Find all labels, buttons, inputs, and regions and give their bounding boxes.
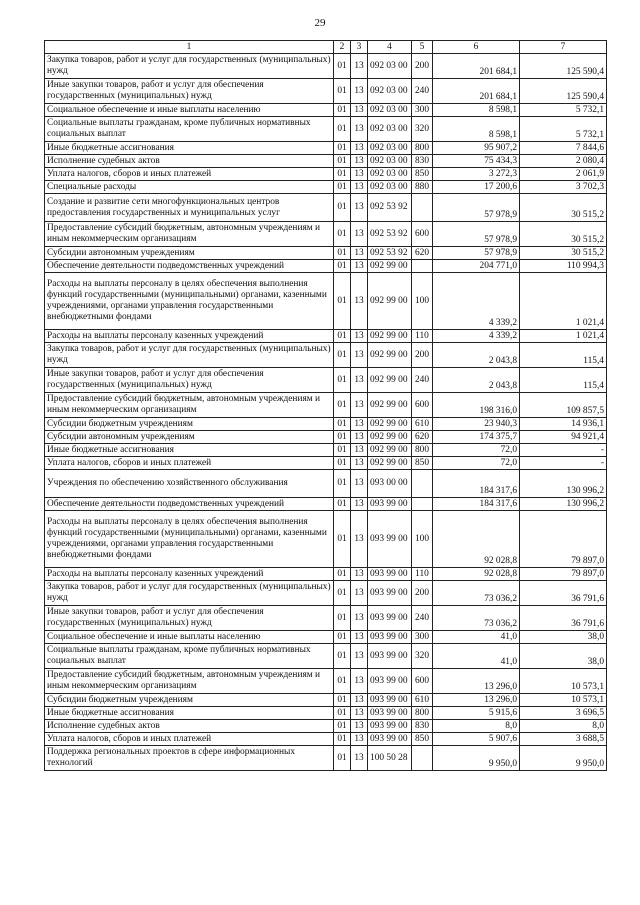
row-expense-type-cell: 110 (412, 330, 433, 343)
row-subsection-cell: 13 (351, 444, 368, 457)
table-row (45, 720, 607, 733)
row-section-cell: 01 (334, 79, 351, 104)
row-expense-type-cell: 600 (412, 669, 433, 694)
row-name-cell: Исполнение судебных актов (45, 720, 334, 733)
row-expense-type-cell (412, 498, 433, 511)
table-row (45, 104, 607, 117)
row-expense-type-cell: 200 (412, 581, 433, 606)
row-target-code-cell: 092 99 00 (368, 273, 412, 330)
row-section-cell: 01 (334, 470, 351, 498)
table-row (45, 393, 607, 418)
row-subsection-cell: 13 (351, 247, 368, 260)
row-name-cell: Уплата налогов, сборов и иных платежей (45, 457, 334, 470)
table-row (45, 669, 607, 694)
row-amount-2-cell: - (520, 444, 607, 457)
table-row (45, 606, 607, 631)
row-subsection-cell: 13 (351, 470, 368, 498)
row-target-code-cell: 092 53 92 (368, 222, 412, 247)
row-section-cell: 01 (334, 720, 351, 733)
row-amount-1-cell: 184 317,6 (433, 498, 520, 511)
row-section-cell: 01 (334, 733, 351, 746)
row-amount-1-cell: 8,0 (433, 720, 520, 733)
row-target-code-cell: 092 99 00 (368, 260, 412, 273)
table-row (45, 247, 607, 260)
table-row (45, 457, 607, 470)
row-subsection-cell: 13 (351, 142, 368, 155)
row-subsection-cell: 13 (351, 457, 368, 470)
row-section-cell: 01 (334, 418, 351, 431)
table-row (45, 511, 607, 568)
row-expense-type-cell: 830 (412, 720, 433, 733)
table-row (45, 581, 607, 606)
row-expense-type-cell: 850 (412, 168, 433, 181)
row-amount-1-cell: 92 028,8 (433, 511, 520, 568)
row-amount-2-cell: 36 791,6 (520, 581, 607, 606)
row-amount-2-cell: 79 897,0 (520, 511, 607, 568)
row-section-cell: 01 (334, 746, 351, 771)
row-section-cell: 01 (334, 194, 351, 222)
row-amount-1-cell: 57 978,9 (433, 194, 520, 222)
row-target-code-cell: 092 99 00 (368, 330, 412, 343)
row-target-code-cell: 092 99 00 (368, 368, 412, 393)
row-amount-2-cell: 30 515,2 (520, 247, 607, 260)
row-name-cell: Социальные выплаты гражданам, кроме публичных нормативных социальных выплат (45, 117, 334, 142)
row-subsection-cell: 13 (351, 393, 368, 418)
table-row (45, 330, 607, 343)
row-subsection-cell: 13 (351, 418, 368, 431)
row-amount-2-cell: 10 573,1 (520, 694, 607, 707)
row-target-code-cell: 092 53 92 (368, 194, 412, 222)
row-target-code-cell: 092 99 00 (368, 457, 412, 470)
header-col-4: 4 (368, 41, 412, 54)
row-expense-type-cell: 600 (412, 393, 433, 418)
row-section-cell: 01 (334, 444, 351, 457)
row-target-code-cell: 092 03 00 (368, 79, 412, 104)
row-section-cell: 01 (334, 104, 351, 117)
row-section-cell: 01 (334, 511, 351, 568)
row-subsection-cell: 13 (351, 273, 368, 330)
row-amount-1-cell: 57 978,9 (433, 247, 520, 260)
row-section-cell: 01 (334, 631, 351, 644)
row-target-code-cell: 093 99 00 (368, 707, 412, 720)
row-subsection-cell: 13 (351, 498, 368, 511)
table-row (45, 498, 607, 511)
row-expense-type-cell (412, 470, 433, 498)
table-row (45, 644, 607, 669)
table-row (45, 79, 607, 104)
row-name-cell: Уплата налогов, сборов и иных платежей (45, 733, 334, 746)
table-row (45, 746, 607, 771)
row-amount-1-cell: 201 684,1 (433, 54, 520, 79)
row-amount-2-cell: 8,0 (520, 720, 607, 733)
row-target-code-cell: 093 99 00 (368, 568, 412, 581)
row-expense-type-cell: 610 (412, 694, 433, 707)
row-section-cell: 01 (334, 669, 351, 694)
row-name-cell: Поддержка региональных проектов в сфере информационных технологий (45, 746, 334, 771)
row-subsection-cell: 13 (351, 431, 368, 444)
row-target-code-cell: 093 99 00 (368, 644, 412, 669)
row-expense-type-cell (412, 194, 433, 222)
row-target-code-cell: 092 99 00 (368, 393, 412, 418)
row-target-code-cell: 093 99 00 (368, 511, 412, 568)
row-target-code-cell: 092 03 00 (368, 168, 412, 181)
row-target-code-cell: 092 99 00 (368, 343, 412, 368)
row-subsection-cell: 13 (351, 568, 368, 581)
row-amount-1-cell: 9 950,0 (433, 746, 520, 771)
row-amount-1-cell: 73 036,2 (433, 581, 520, 606)
row-name-cell: Уплата налогов, сборов и иных платежей (45, 168, 334, 181)
table-row (45, 431, 607, 444)
table-row (45, 194, 607, 222)
row-section-cell: 01 (334, 694, 351, 707)
row-expense-type-cell: 800 (412, 444, 433, 457)
row-subsection-cell: 13 (351, 644, 368, 669)
row-expense-type-cell: 200 (412, 343, 433, 368)
table-row (45, 568, 607, 581)
row-subsection-cell: 13 (351, 631, 368, 644)
row-subsection-cell: 13 (351, 104, 368, 117)
row-amount-1-cell: 5 907,6 (433, 733, 520, 746)
table-row (45, 694, 607, 707)
row-amount-1-cell: 72,0 (433, 457, 520, 470)
row-expense-type-cell: 300 (412, 631, 433, 644)
row-name-cell: Иные бюджетные ассигнования (45, 142, 334, 155)
row-subsection-cell: 13 (351, 669, 368, 694)
row-amount-1-cell: 2 043,8 (433, 368, 520, 393)
row-subsection-cell: 13 (351, 168, 368, 181)
row-name-cell: Субсидии автономным учреждениям (45, 431, 334, 444)
row-subsection-cell: 13 (351, 694, 368, 707)
row-subsection-cell: 13 (351, 155, 368, 168)
row-section-cell: 01 (334, 581, 351, 606)
row-subsection-cell: 13 (351, 511, 368, 568)
row-expense-type-cell: 620 (412, 247, 433, 260)
table-row (45, 117, 607, 142)
row-amount-2-cell: 2 061,9 (520, 168, 607, 181)
row-amount-2-cell: 109 857,5 (520, 393, 607, 418)
budget-table (44, 40, 607, 771)
row-name-cell: Субсидии бюджетным учреждениям (45, 418, 334, 431)
row-target-code-cell: 092 03 00 (368, 181, 412, 194)
table-row (45, 168, 607, 181)
row-expense-type-cell: 240 (412, 368, 433, 393)
row-amount-2-cell: 115,4 (520, 343, 607, 368)
table-row (45, 142, 607, 155)
row-amount-1-cell: 13 296,0 (433, 669, 520, 694)
row-amount-2-cell: 5 732,1 (520, 104, 607, 117)
row-target-code-cell: 092 03 00 (368, 155, 412, 168)
row-section-cell: 01 (334, 568, 351, 581)
row-name-cell: Социальное обеспечение и иные выплаты населению (45, 631, 334, 644)
row-target-code-cell: 092 99 00 (368, 418, 412, 431)
table-row (45, 343, 607, 368)
row-amount-1-cell: 41,0 (433, 631, 520, 644)
table-row (45, 181, 607, 194)
row-amount-2-cell: 125 590,4 (520, 79, 607, 104)
row-amount-2-cell: 125 590,4 (520, 54, 607, 79)
row-target-code-cell: 092 03 00 (368, 104, 412, 117)
row-target-code-cell: 093 99 00 (368, 631, 412, 644)
row-expense-type-cell: 800 (412, 707, 433, 720)
row-name-cell: Закупка товаров, работ и услуг для государственных (муниципальных) нужд (45, 343, 334, 368)
row-amount-2-cell: 36 791,6 (520, 606, 607, 631)
header-col-5: 5 (412, 41, 433, 54)
row-section-cell: 01 (334, 498, 351, 511)
row-section-cell: 01 (334, 117, 351, 142)
row-section-cell: 01 (334, 168, 351, 181)
page-number: 29 (314, 17, 326, 29)
row-name-cell: Исполнение судебных актов (45, 155, 334, 168)
header-col-1: 1 (45, 41, 334, 54)
row-target-code-cell: 093 99 00 (368, 733, 412, 746)
table-row (45, 733, 607, 746)
row-subsection-cell: 13 (351, 181, 368, 194)
row-section-cell: 01 (334, 368, 351, 393)
row-amount-2-cell: 115,4 (520, 368, 607, 393)
table-row (45, 470, 607, 498)
row-amount-1-cell: 95 907,2 (433, 142, 520, 155)
row-target-code-cell: 092 99 00 (368, 431, 412, 444)
row-subsection-cell: 13 (351, 79, 368, 104)
row-expense-type-cell: 320 (412, 644, 433, 669)
row-amount-1-cell: 41,0 (433, 644, 520, 669)
row-amount-2-cell: 9 950,0 (520, 746, 607, 771)
row-name-cell: Расходы на выплаты персоналу в целях обеспечения выполнения функций государственными (муниципальными) органами, казенными учреждениями, органами управления государственными внебюджетными фондами (45, 273, 334, 330)
row-name-cell: Предоставление субсидий бюджетным, автономным учреждениям и иным некоммерческим организациям (45, 222, 334, 247)
table-body (45, 54, 607, 771)
header-col-6: 6 (433, 41, 520, 54)
row-target-code-cell: 093 99 00 (368, 720, 412, 733)
table-row (45, 54, 607, 79)
row-amount-2-cell: - (520, 457, 607, 470)
row-expense-type-cell: 800 (412, 142, 433, 155)
row-amount-1-cell: 5 915,6 (433, 707, 520, 720)
row-subsection-cell: 13 (351, 707, 368, 720)
row-section-cell: 01 (334, 343, 351, 368)
row-name-cell: Социальное обеспечение и иные выплаты населению (45, 104, 334, 117)
header-col-3: 3 (351, 41, 368, 54)
row-subsection-cell: 13 (351, 343, 368, 368)
row-expense-type-cell: 880 (412, 181, 433, 194)
row-name-cell: Субсидии автономным учреждениям (45, 247, 334, 260)
row-section-cell: 01 (334, 155, 351, 168)
row-amount-1-cell: 23 940,3 (433, 418, 520, 431)
row-amount-2-cell: 10 573,1 (520, 669, 607, 694)
row-expense-type-cell: 100 (412, 511, 433, 568)
row-target-code-cell: 092 03 00 (368, 54, 412, 79)
header-col-7: 7 (520, 41, 607, 54)
row-target-code-cell: 093 99 00 (368, 669, 412, 694)
row-section-cell: 01 (334, 330, 351, 343)
row-amount-2-cell: 94 921,4 (520, 431, 607, 444)
row-name-cell: Социальные выплаты гражданам, кроме публичных нормативных социальных выплат (45, 644, 334, 669)
row-amount-2-cell: 110 994,3 (520, 260, 607, 273)
row-subsection-cell: 13 (351, 720, 368, 733)
row-amount-1-cell: 204 771,0 (433, 260, 520, 273)
row-target-code-cell: 092 03 00 (368, 117, 412, 142)
row-subsection-cell: 13 (351, 222, 368, 247)
row-name-cell: Расходы на выплаты персоналу казенных учреждений (45, 330, 334, 343)
row-name-cell: Предоставление субсидий бюджетным, автономным учреждениям и иным некоммерческим организациям (45, 393, 334, 418)
table-row (45, 368, 607, 393)
row-expense-type-cell: 620 (412, 431, 433, 444)
row-expense-type-cell: 200 (412, 54, 433, 79)
header-col-2: 2 (334, 41, 351, 54)
table-row (45, 631, 607, 644)
table-row (45, 418, 607, 431)
row-name-cell: Расходы на выплаты персоналу казенных учреждений (45, 568, 334, 581)
row-amount-1-cell: 17 200,6 (433, 181, 520, 194)
row-subsection-cell: 13 (351, 194, 368, 222)
row-amount-1-cell: 75 434,3 (433, 155, 520, 168)
row-name-cell: Закупка товаров, работ и услуг для государственных (муниципальных) нужд (45, 54, 334, 79)
row-amount-1-cell: 3 272,3 (433, 168, 520, 181)
table-row (45, 155, 607, 168)
row-subsection-cell: 13 (351, 54, 368, 79)
row-name-cell: Обеспечение деятельности подведомственных учреждений (45, 498, 334, 511)
table-row (45, 273, 607, 330)
row-expense-type-cell: 100 (412, 273, 433, 330)
row-name-cell: Предоставление субсидий бюджетным, автономным учреждениям и иным некоммерческим организациям (45, 669, 334, 694)
row-subsection-cell: 13 (351, 606, 368, 631)
row-expense-type-cell: 240 (412, 606, 433, 631)
row-subsection-cell: 13 (351, 746, 368, 771)
row-subsection-cell: 13 (351, 733, 368, 746)
row-subsection-cell: 13 (351, 260, 368, 273)
row-name-cell: Субсидии бюджетным учреждениям (45, 694, 334, 707)
row-amount-2-cell: 3 702,3 (520, 181, 607, 194)
row-amount-1-cell: 13 296,0 (433, 694, 520, 707)
row-amount-2-cell: 30 515,2 (520, 194, 607, 222)
row-name-cell: Расходы на выплаты персоналу в целях обеспечения выполнения функций государственными (муниципальными) органами, казенными учреждениями, органами управления государственными внебюджетными фондами (45, 511, 334, 568)
row-amount-1-cell: 198 316,0 (433, 393, 520, 418)
row-expense-type-cell: 320 (412, 117, 433, 142)
row-expense-type-cell: 110 (412, 568, 433, 581)
row-expense-type-cell: 830 (412, 155, 433, 168)
row-amount-1-cell: 174 375,7 (433, 431, 520, 444)
row-section-cell: 01 (334, 247, 351, 260)
row-amount-2-cell: 30 515,2 (520, 222, 607, 247)
row-amount-1-cell: 8 598,1 (433, 117, 520, 142)
row-amount-2-cell: 38,0 (520, 644, 607, 669)
row-subsection-cell: 13 (351, 330, 368, 343)
row-section-cell: 01 (334, 707, 351, 720)
row-section-cell: 01 (334, 54, 351, 79)
row-subsection-cell: 13 (351, 581, 368, 606)
row-expense-type-cell (412, 260, 433, 273)
row-expense-type-cell: 850 (412, 457, 433, 470)
table-header-row (45, 41, 607, 54)
table-row (45, 707, 607, 720)
row-name-cell: Иные закупки товаров, работ и услуг для обеспечения государственных (муниципальных) нужд (45, 79, 334, 104)
row-amount-2-cell: 130 996,2 (520, 470, 607, 498)
row-amount-2-cell: 2 080,4 (520, 155, 607, 168)
row-target-code-cell: 092 53 92 (368, 247, 412, 260)
row-amount-2-cell: 7 844,6 (520, 142, 607, 155)
row-amount-2-cell: 14 936,1 (520, 418, 607, 431)
row-target-code-cell: 093 99 00 (368, 581, 412, 606)
row-expense-type-cell (412, 746, 433, 771)
row-subsection-cell: 13 (351, 117, 368, 142)
row-section-cell: 01 (334, 393, 351, 418)
row-section-cell: 01 (334, 431, 351, 444)
row-section-cell: 01 (334, 273, 351, 330)
row-name-cell: Иные бюджетные ассигнования (45, 707, 334, 720)
row-amount-2-cell: 79 897,0 (520, 568, 607, 581)
row-section-cell: 01 (334, 606, 351, 631)
row-amount-1-cell: 72,0 (433, 444, 520, 457)
row-target-code-cell: 100 50 28 (368, 746, 412, 771)
row-amount-2-cell: 3 696,5 (520, 707, 607, 720)
row-subsection-cell: 13 (351, 368, 368, 393)
row-name-cell: Иные бюджетные ассигнования (45, 444, 334, 457)
row-target-code-cell: 092 99 00 (368, 444, 412, 457)
row-expense-type-cell: 610 (412, 418, 433, 431)
row-target-code-cell: 093 99 00 (368, 606, 412, 631)
row-target-code-cell: 093 99 00 (368, 498, 412, 511)
row-amount-1-cell: 2 043,8 (433, 343, 520, 368)
row-amount-1-cell: 8 598,1 (433, 104, 520, 117)
row-target-code-cell: 093 99 00 (368, 694, 412, 707)
row-amount-1-cell: 4 339,2 (433, 273, 520, 330)
row-name-cell: Учреждения по обеспечению хозяйственного обслуживания (45, 470, 334, 498)
row-section-cell: 01 (334, 222, 351, 247)
row-amount-2-cell: 38,0 (520, 631, 607, 644)
row-amount-2-cell: 3 688,5 (520, 733, 607, 746)
table-row (45, 260, 607, 273)
row-name-cell: Иные закупки товаров, работ и услуг для обеспечения государственных (муниципальных) нужд (45, 606, 334, 631)
row-target-code-cell: 092 03 00 (368, 142, 412, 155)
row-expense-type-cell: 300 (412, 104, 433, 117)
row-amount-2-cell: 1 021,4 (520, 330, 607, 343)
row-target-code-cell: 093 00 00 (368, 470, 412, 498)
row-amount-1-cell: 73 036,2 (433, 606, 520, 631)
row-amount-1-cell: 57 978,9 (433, 222, 520, 247)
row-section-cell: 01 (334, 644, 351, 669)
row-amount-1-cell: 184 317,6 (433, 470, 520, 498)
row-name-cell: Специальные расходы (45, 181, 334, 194)
row-expense-type-cell: 240 (412, 79, 433, 104)
row-name-cell: Создание и развитие сети многофункциональных центров предоставления государственных и муниципальных услуг (45, 194, 334, 222)
row-expense-type-cell: 600 (412, 222, 433, 247)
row-amount-1-cell: 4 339,2 (433, 330, 520, 343)
table-header (45, 41, 607, 54)
row-section-cell: 01 (334, 142, 351, 155)
row-section-cell: 01 (334, 181, 351, 194)
row-expense-type-cell: 850 (412, 733, 433, 746)
row-name-cell: Иные закупки товаров, работ и услуг для обеспечения государственных (муниципальных) нужд (45, 368, 334, 393)
row-section-cell: 01 (334, 457, 351, 470)
row-name-cell: Закупка товаров, работ и услуг для государственных (муниципальных) нужд (45, 581, 334, 606)
row-amount-2-cell: 5 732,1 (520, 117, 607, 142)
row-amount-1-cell: 201 684,1 (433, 79, 520, 104)
row-amount-1-cell: 92 028,8 (433, 568, 520, 581)
row-name-cell: Обеспечение деятельности подведомственных учреждений (45, 260, 334, 273)
row-amount-2-cell: 130 996,2 (520, 498, 607, 511)
row-section-cell: 01 (334, 260, 351, 273)
row-amount-2-cell: 1 021,4 (520, 273, 607, 330)
table-row (45, 222, 607, 247)
table-row (45, 444, 607, 457)
